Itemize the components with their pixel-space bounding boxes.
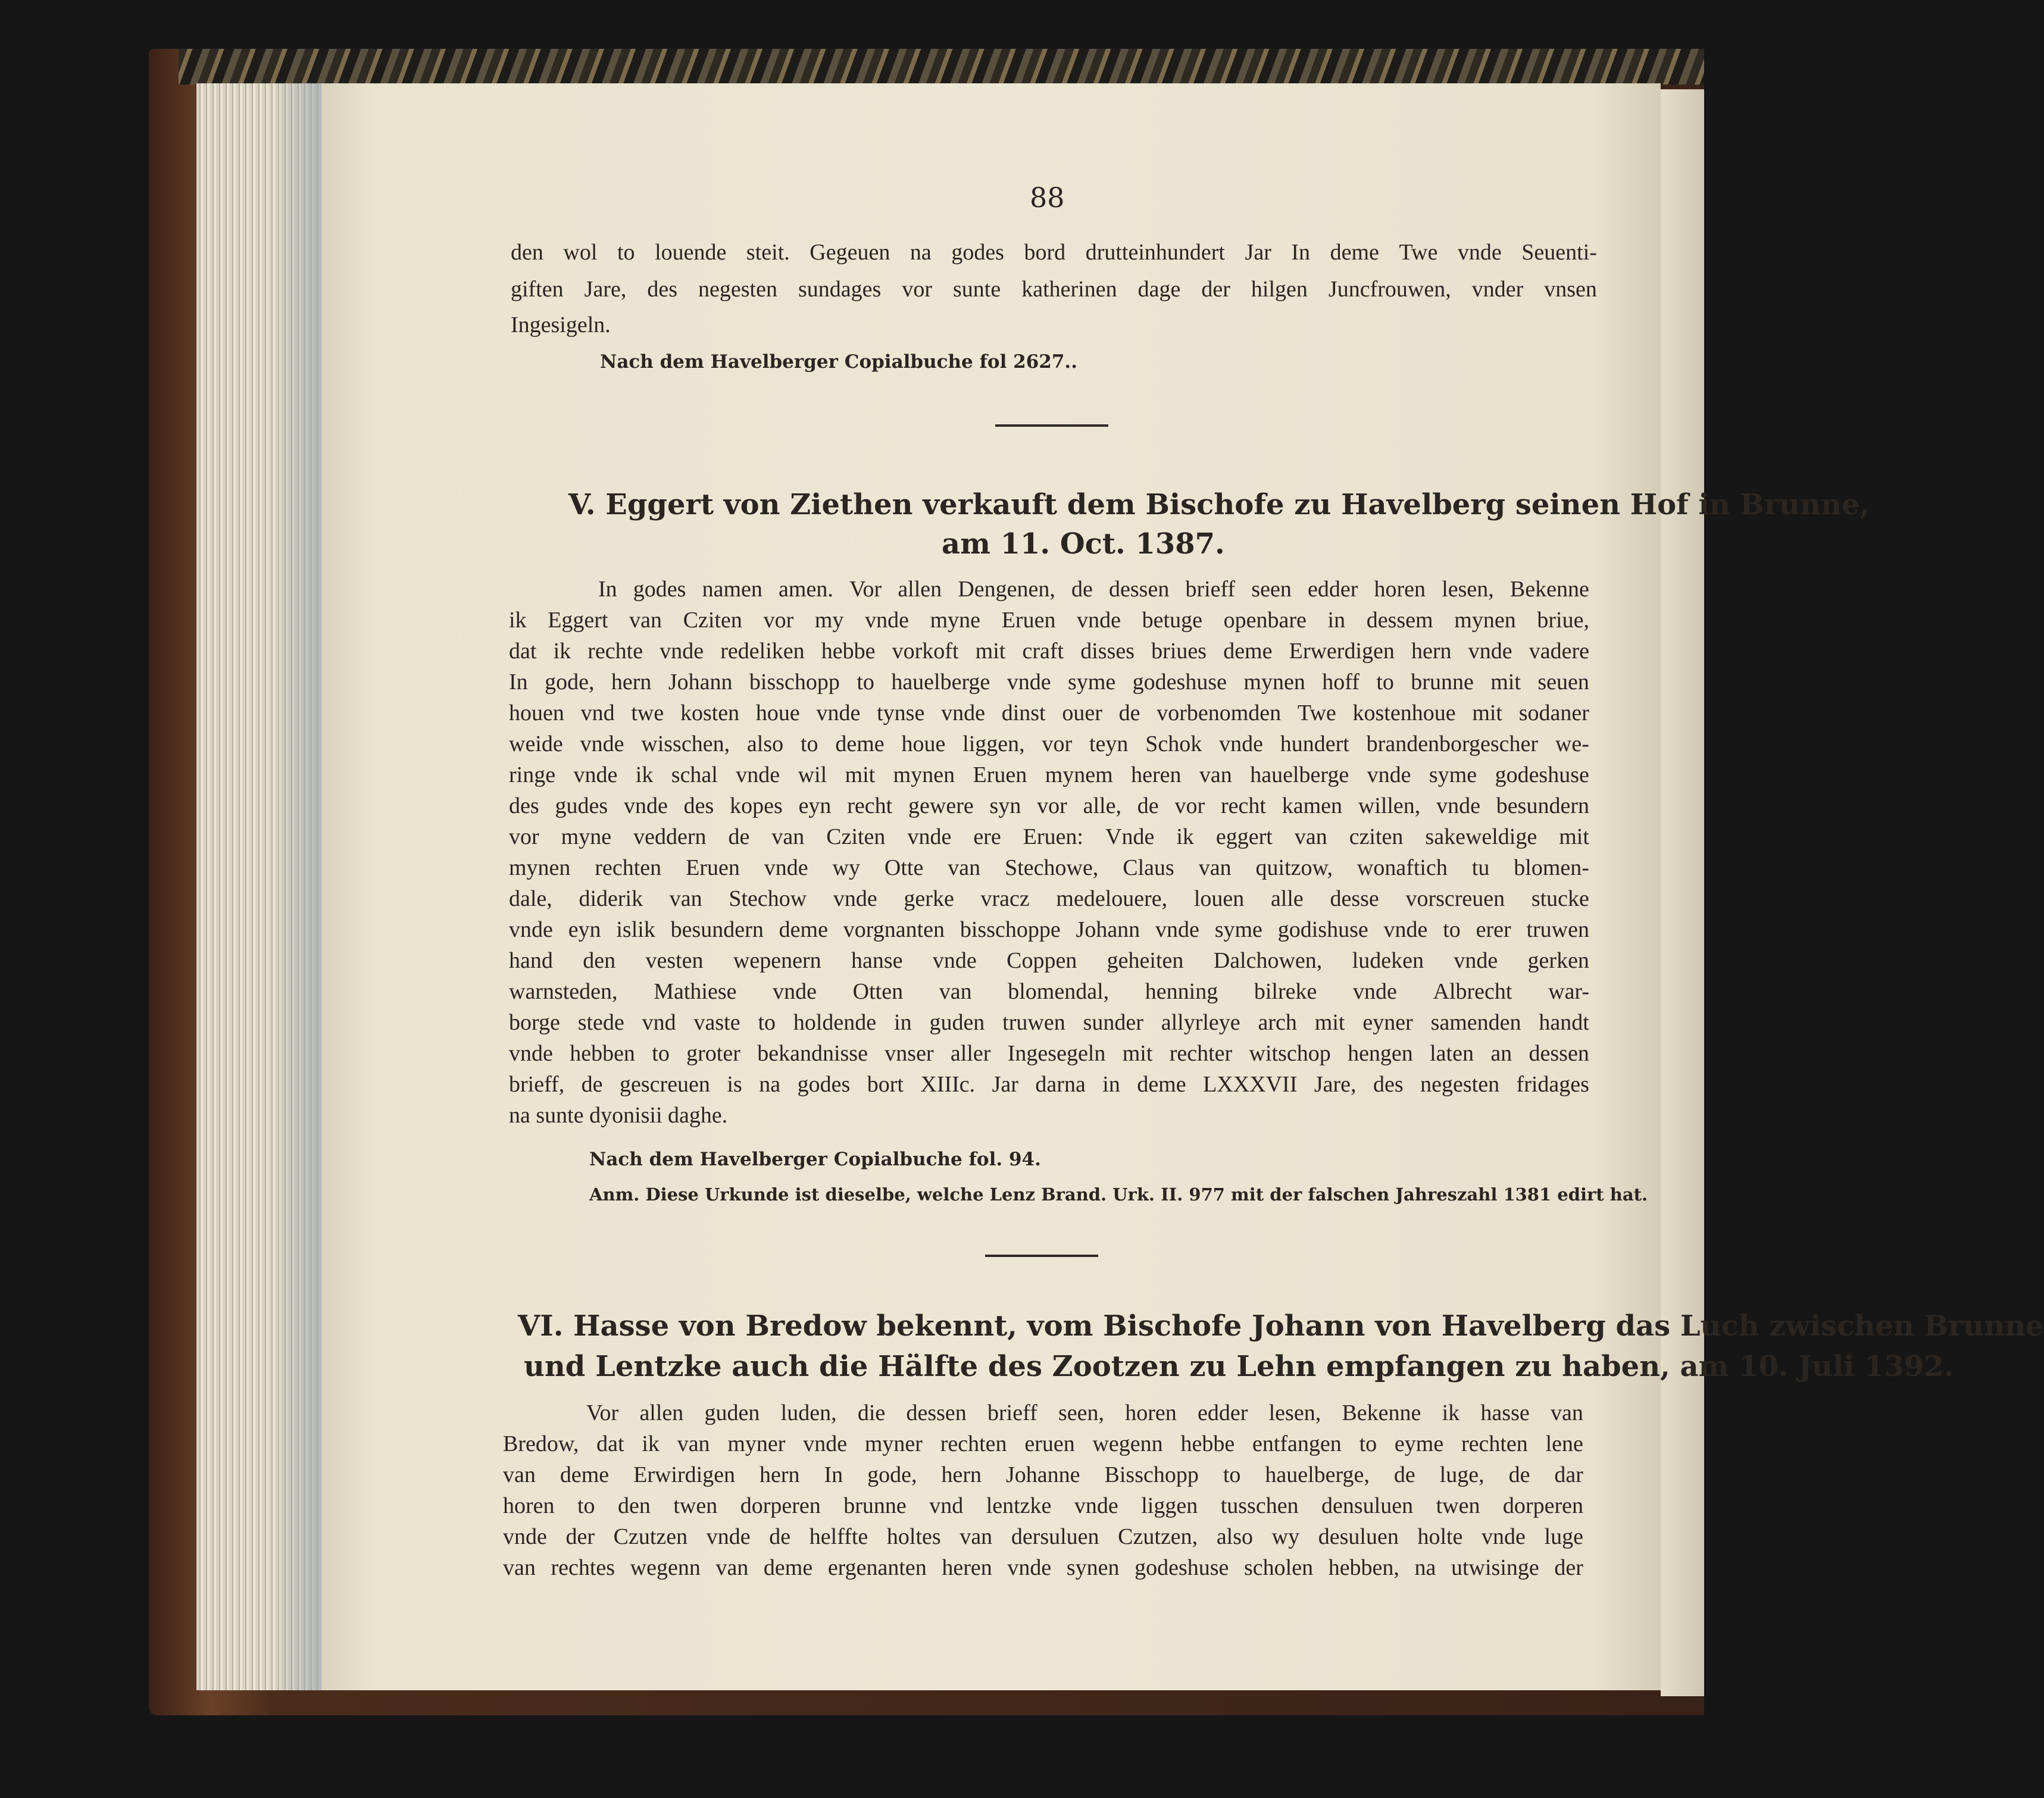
v-line-4: In gode, hern Johann bisschopp to hauelberge vnde syme godeshuse mynen hoff to brunne mit seuen [509, 670, 1589, 695]
section-v-heading-1: V. Eggert von Ziethen verkauft dem Bischofe zu Havelberg seinen Hof in Brunne, [568, 488, 1870, 521]
v-line-13: hand den vesten wepenern hanse vnde Coppen geheiten Dalchowen, ludeken vnde gerken [509, 948, 1589, 973]
top-line-1: den wol to louende steit. Gegeuen na godes bord drutteinhundert Jar In deme Twe vnde Seuenti- [511, 240, 1597, 265]
vi-line-4: horen to den twen dorperen brunne vnd lentzke vnde liggen tusschen densuluen twen dorperen [503, 1493, 1583, 1518]
v-line-2: ik Eggert van Cziten vor my vnde myne Eruen vnde betuge openbare in dessem mynen briue, [509, 608, 1589, 633]
source-note-2: Nach dem Havelberger Copialbuche fol. 94. [589, 1149, 1041, 1170]
v-line-12: vnde eyn islik besundern deme vorgnanten bisschoppe Johann vnde syme godishuse vnde to erer truwen [509, 917, 1589, 942]
top-line-3: Ingesigeln. [511, 312, 611, 337]
v-line-5: houen vnd twe kosten houe vnde tynse vnde dinst ouer de vorbenomden Twe kostenhoue mit sodaner [509, 701, 1589, 726]
vi-line-5: vnde der Czutzen vnde de helffte holtes van dersuluen Czutzen, also wy desuluen holte vnde luge [503, 1524, 1583, 1549]
section-divider-2 [985, 1255, 1098, 1257]
v-line-3: dat ik rechte vnde redeliken hebbe vorkoft mit craft disses briues deme Erwerdigen hern vnde vadere [509, 639, 1589, 664]
v-line-7: ringe vnde ik schal vnde wil mit mynen Eruen mynem heren van hauelberge vnde syme godeshuse [509, 762, 1589, 787]
vi-line-3: van deme Erwirdigen hern In gode, hern Johanne Bisschopp to hauelberge, de luge, de dar [503, 1462, 1583, 1487]
v-line-16: vnde hebben to groter bekandnisse vnser aller Ingesegeln mit rechter witschop hengen laten an dessen [509, 1041, 1589, 1066]
source-note-1: Nach dem Havelberger Copialbuche fol 2627.. [600, 351, 1078, 373]
v-line-14: warnsteden, Mathiese vnde Otten van blomendal, henning bilreke vnde Albrecht war- [509, 979, 1589, 1004]
v-line-1: In godes namen amen. Vor allen Dengenen, de dessen brieff seen edder horen lesen, Bekenne [598, 577, 1589, 602]
top-line-2: giften Jare, des negesten sundages vor sunte katherinen dage der hilgen Juncfrouwen, vnder vnsen [511, 277, 1597, 302]
section-vi-heading-2: und Lentzke auch die Hälfte des Zootzen zu Lehn empfangen zu haben, am 10. Juli 1392. [524, 1350, 1954, 1383]
section-divider-1 [995, 424, 1108, 427]
annotation-note: Anm. Diese Urkunde ist dieselbe, welche Lenz Brand. Urk. II. 977 mit der falschen Jahreszahl 1381 edirt hat. [589, 1184, 1648, 1205]
vi-line-2: Bredow, dat ik van myner vnde myner rechten eruen wegenn hebbe entfangen to eyme rechten lene [503, 1431, 1583, 1456]
marbled-edge [179, 49, 1704, 85]
vi-line-1: Vor allen guden luden, die dessen brieff seen, horen edder lesen, Bekenne ik hasse van [586, 1400, 1583, 1425]
section-vi-heading-1: VI. Hasse von Bredow bekennt, vom Bischofe Johann von Havelberg das Luch zwischen Brunne [518, 1309, 2044, 1343]
vi-line-6: van rechtes wegenn van deme ergenanten heren vnde synen godeshuse scholen hebben, na utwisinge der [503, 1555, 1583, 1580]
page-edge-shade [280, 83, 324, 1690]
v-line-15: borge stede vnd vaste to holdende in guden truwen sunder allyrleye arch mit eyner samenden handt [509, 1010, 1589, 1035]
v-line-17: brieff, de gescreuen is na godes bort XIIIc. Jar darna in deme LXXXVII Jare, des negesten fridages [509, 1072, 1589, 1097]
facing-page-edge [1661, 89, 1704, 1696]
v-line-6: weide vnde wisschen, also to deme houe liggen, vor teyn Schok vnde hundert brandenborgescher we- [509, 731, 1589, 756]
v-line-10: mynen rechten Eruen vnde wy Otte van Stechowe, Claus van quitzow, wonaftich tu blomen- [509, 855, 1589, 880]
v-line-9: vor myne veddern de van Cziten vnde ere Eruen: Vnde ik eggert van cziten sakeweldige mit [509, 824, 1589, 849]
v-line-11: dale, diderik van Stechow vnde gerke vracz medelouere, louen alle desse vorscreuen stucke [509, 886, 1589, 911]
page-number: 88 [1030, 182, 1065, 214]
v-line-8: des gudes vnde des kopes eyn recht gewere syn vor alle, de vor recht kamen willen, vnde besundern [509, 793, 1589, 818]
section-v-heading-2: am 11. Oct. 1387. [942, 527, 1225, 561]
v-line-18: na sunte dyonisii daghe. [509, 1103, 728, 1128]
